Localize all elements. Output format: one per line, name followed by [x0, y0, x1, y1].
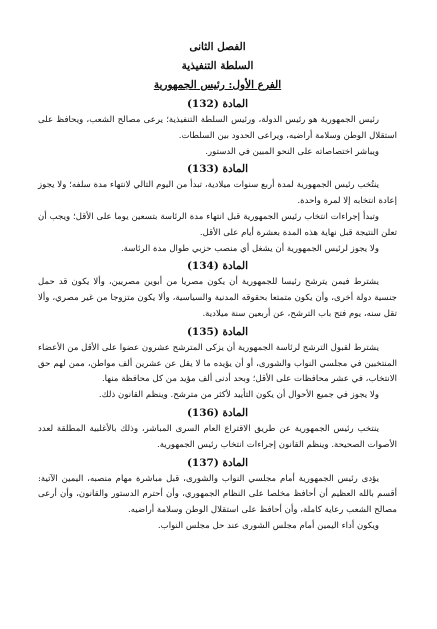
article-title: المادة (132)	[186, 98, 249, 110]
article-paragraph: ينتُخب رئيس الجمهورية لمدة أربع سنوات ميلادية، تبدأ من اليوم التالي لانتهاء مدة سلفه؛ ولا يجوز إعادة انتخابه إلا لمرة واحدة.	[38, 180, 397, 207]
article-title: المادة (136)	[186, 406, 249, 419]
article-paragraph: يؤدى رئيس الجمهورية أمام مجلسي النواب والشورى، قبل مباشرة مهام منصبه، اليمين الآتية: أقسم بالله العظيم أن أحافظ مخلصا على النظام الجمهوري، وأن أحترم الدستور والقانون، وأن أرعى مصالح الشعب رعاية كاملة، وأن أحافظ على استقلال الوطن وسلامة أراضيه.	[38, 473, 397, 516]
article-paragraph: يشترط لقبول الترشح لرئاسة الجمهورية أن يزكى المترشح عشرون عضوا على الأقل من الأعضاء المنتخبين في مجلسي النواب والشورى، أو أن يؤيده ما لا يقل عن عشرين ألف مواطن، ممن لهم حق الانتخاب، في عشر محافظات على الأقل؛ وبحد أدنى ألف مؤيد من كل محافظة منها.	[38, 342, 397, 385]
article-title: المادة (135)	[186, 325, 249, 338]
article-137	[38, 454, 397, 535]
article-paragraph: ولا يجوز في جميع الأحوال أن يكون التأييد لأكثر من مترشح. وينظم القانون ذلك.	[98, 390, 379, 401]
article-paragraph: ينتخب رئيس الجمهورية عن طريق الاقتراع العام السرى المباشر، وذلك بالأغلبية المطلقة لعدد الأصوات الصحيحة. وينظم القانون إجراءات انتخاب رئيس الجمهورية.	[38, 423, 397, 450]
article-paragraph: رئيس الجمهورية هو رئيس الدولة، ورئيس السلطة التنفيذية؛ يرعى مصالح الشعب، ويحافظ على استقلال الوطن وسلامة أراضيه، ويراعى الحدود بين السلطات.	[38, 115, 397, 141]
chapter-title: الفصل الثانى	[189, 41, 246, 53]
article-132	[38, 95, 397, 160]
article-135	[38, 323, 397, 404]
article-paragraph: يشترط فيمن يترشح رئيسا للجمهورية أن يكون مصريا من أبوين مصريين، وألا يكون قد حمل جنسية دولة أخرى، وأن يكون متمتعا بحقوقه المدنية والسياسية، وألا يكون متزوجا من غير مصري، وألا تقل سنه، يوم فتح باب الترشح، عن أربعين سنة ميلادية.	[38, 277, 397, 319]
section-title: السلطة التنفيذية	[181, 60, 254, 72]
article-136	[38, 404, 397, 454]
article-title: المادة (137)	[186, 456, 249, 469]
article-134	[38, 257, 397, 322]
article-title: المادة (134)	[186, 260, 249, 273]
branch-title: الفرع الأول: رئيس الجمهورية	[153, 79, 282, 91]
article-title: المادة (133)	[186, 163, 249, 176]
article-paragraph: ولا يجوز لرئيس الجمهورية أن يشغل أي منصب حزبي طوال مدة الرئاسة.	[120, 243, 379, 254]
article-paragraph: وتبدأ إجراءات انتخاب رئيس الجمهورية قبل انتهاء مدة الرئاسة بتسعين يوما على الأقل؛ ويجب أن تعلن النتيجة قبل نهاية هذه المدة بعشرة أيام على الأقل.	[38, 211, 397, 238]
article-133	[38, 160, 397, 257]
article-paragraph: ويكون أداء اليمين أمام مجلس الشورى عند حل مجلس النواب.	[157, 520, 379, 531]
article-paragraph: ويباشر اختصاصاته على النحو المبين في الدستور.	[205, 146, 379, 157]
